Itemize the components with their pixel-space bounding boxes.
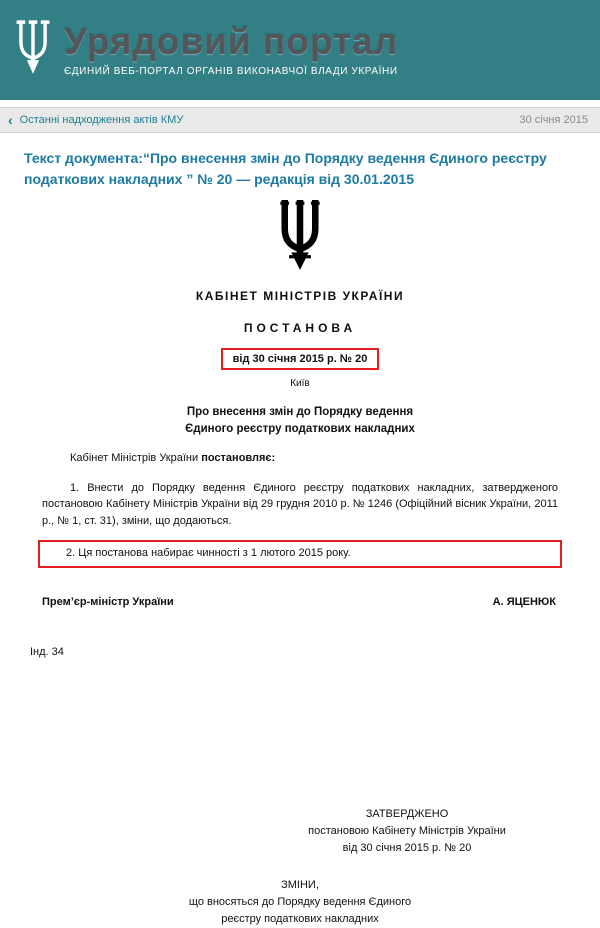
org-name: КАБІНЕТ МІНІСТРІВ УКРАЇНИ [195, 289, 405, 303]
changes-line3: реєстру податкових накладних [221, 912, 379, 925]
approved-block [272, 806, 542, 857]
city-label: Київ [290, 378, 310, 389]
back-link-label: Останні надходження актів КМУ [19, 114, 184, 126]
portal-subtitle: ЄДИНИЙ ВЕБ-ПОРТАЛ ОРГАНІВ ВИКОНАВЧОЇ ВЛАДИ УКРАЇНИ [64, 66, 398, 78]
approved-line1: ЗАТВЕРДЖЕНО [365, 807, 449, 820]
doc-date-highlight: від 30 січня 2015 р. № 20 [221, 348, 380, 370]
signer-name: А. ЯЦЕНЮК [492, 595, 556, 608]
changes-line2: що вносяться до Порядку ведення Єдиного [188, 895, 412, 908]
back-link[interactable] [8, 113, 183, 127]
portal-title[interactable]: Урядовий портал [64, 20, 399, 62]
preamble-bold: постановляє: [201, 452, 276, 465]
doc-index: Інд. 34 [30, 645, 64, 658]
chevron-left-icon: ‹ [8, 112, 13, 128]
changes-line1: ЗМІНИ, [281, 878, 319, 891]
preamble [42, 450, 558, 467]
changes-block [0, 877, 600, 928]
paragraph-1: 1. Внести до Порядку ведення Єдиного реєстру податкових накладних, затвердженого постановою Кабінету Міністрів України від 29 грудня 2010 р. № 1246 (Офіційний вісник України, 2011 р., № 1, ст. 31), зміни, що додаються. [42, 481, 558, 527]
approved-line2: постановою Кабінету Міністрів України [308, 824, 506, 837]
paragraph-2: 2. Ця постанова набирає чинності з 1 лютого 2015 року. [66, 547, 351, 560]
portal-header [0, 0, 600, 100]
paragraph-2-highlight [38, 540, 562, 567]
preamble-text: Кабінет Міністрів України [70, 452, 202, 465]
signer-title: Прем’єр-міністр України [42, 595, 174, 608]
doc-type: ПОСТАНОВА [243, 321, 357, 335]
doc-title-line1: Про внесення змін до Порядку ведення [186, 406, 414, 418]
doc-title [0, 404, 600, 437]
document-body [0, 200, 600, 928]
date-label: 30 січня 2015 [519, 114, 588, 126]
breadcrumb-bar [0, 107, 600, 133]
document-headline: Текст документа:“Про внесення змін до Порядку ведення Єдиного реєстру податкових накладних ” № 20 — редакція від 30.01.2015 [24, 150, 547, 187]
doc-title-line2: Єдиного реєстру податкових накладних [185, 422, 415, 435]
doc-dateline-wrap [0, 348, 600, 370]
trident-logo-icon[interactable] [14, 19, 52, 82]
approved-line3: від 30 січня 2015 р. № 20 [342, 841, 472, 854]
signature-row [42, 596, 556, 608]
coat-of-arms-icon [0, 200, 600, 275]
